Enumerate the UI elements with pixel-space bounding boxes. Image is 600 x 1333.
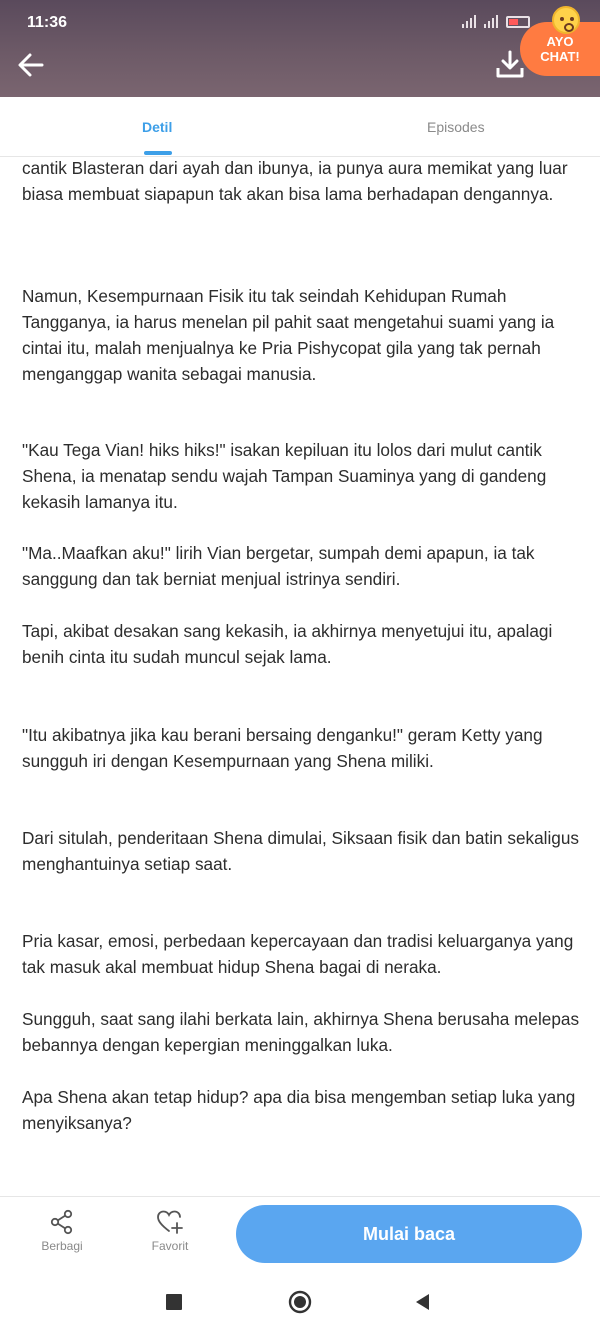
recents-square-icon[interactable]: [162, 1290, 186, 1314]
synopsis-paragraph: Pria kasar, emosi, perbedaan kepercayaan dan tradisi keluarganya yang tak masuk akal membuat hidup Shena bagai di neraka.: [22, 931, 574, 977]
share-icon: [49, 1209, 75, 1235]
favorite-label: Favorit: [151, 1239, 189, 1253]
status-icons: [462, 14, 530, 28]
synopsis-paragraph: Namun, Kesempurnaan Fisik itu tak seindah Kehidupan Rumah Tangganya, ia harus menelan pil pahit saat mengetahui suami yang ia cintai itu, malah menjualnya ke Pria Pishycopat gila yang tak pernah menganggap wanita sebagai manusia.: [22, 286, 555, 384]
favorite-button[interactable]: [135, 1209, 205, 1253]
app-header: [0, 0, 600, 97]
start-reading-button[interactable]: Mulai baca: [236, 1205, 582, 1263]
synopsis-paragraph: Sungguh, saat sang ilahi berkata lain, akhirnya Shena berusaha melepas bebannya dengan kepergian meninggalkan luka.: [22, 1009, 580, 1055]
synopsis-paragraph: "Ma..Maafkan aku!" lirih Vian bergetar, sumpah demi apapun, ia tak sanggung dan tak berniat menjual istrinya sendiri.: [22, 543, 535, 589]
synopsis-content[interactable]: [22, 155, 582, 1195]
tab-detil[interactable]: Detil: [142, 119, 173, 135]
signal-4g-icon: [484, 14, 498, 28]
status-time: 11:36: [27, 14, 68, 31]
badge-text-line2: CHAT!: [540, 49, 580, 64]
share-button[interactable]: [27, 1209, 97, 1253]
heart-plus-icon: [156, 1209, 184, 1235]
tab-episodes[interactable]: Episodes: [427, 119, 485, 135]
battery-icon: [506, 16, 530, 28]
emoji-face-icon: [552, 6, 580, 34]
tab-bar: [0, 97, 600, 157]
share-label: Berbagi: [41, 1239, 83, 1253]
synopsis-paragraph: cantik Blasteran dari ayah dan ibunya, ia punya aura memikat yang luar biasa membuat siapapun tak akan bisa lama berhadapan dengannya.: [22, 158, 568, 204]
synopsis-paragraph: Dari situlah, penderitaan Shena dimulai, Siksaan fisik dan batin sekaligus menghantuinya setiap saat.: [22, 828, 580, 874]
synopsis-paragraph: "Itu akibatnya jika kau berani bersaing denganku!" geram Ketty yang sungguh iri dengan Kesempurnaan yang Shena miliki.: [22, 725, 543, 771]
back-triangle-icon[interactable]: [410, 1290, 434, 1314]
bottom-action-bar: [0, 1196, 600, 1270]
system-nav-bar: [0, 1270, 600, 1333]
synopsis-paragraph: Tapi, akibat desakan sang kekasih, ia akhirnya menyetujui itu, apalagi benih cinta itu sudah muncul sejak lama.: [22, 621, 553, 667]
badge-text-line1: AYO: [546, 34, 574, 49]
synopsis-paragraph: "Kau Tega Vian! hiks hiks!" isakan kepiluan itu lolos dari mulut cantik Shena, ia menatap sendu wajah Tampan Suaminya yang di gandeng kekasih lamanya itu.: [22, 440, 547, 512]
home-circle-icon[interactable]: [288, 1290, 312, 1314]
arrow-left-icon[interactable]: [14, 48, 48, 82]
signal-icon: [462, 14, 476, 28]
synopsis-paragraph: Apa Shena akan tetap hidup? apa dia bisa mengemban setiap luka yang menyiksanya?: [22, 1087, 576, 1133]
